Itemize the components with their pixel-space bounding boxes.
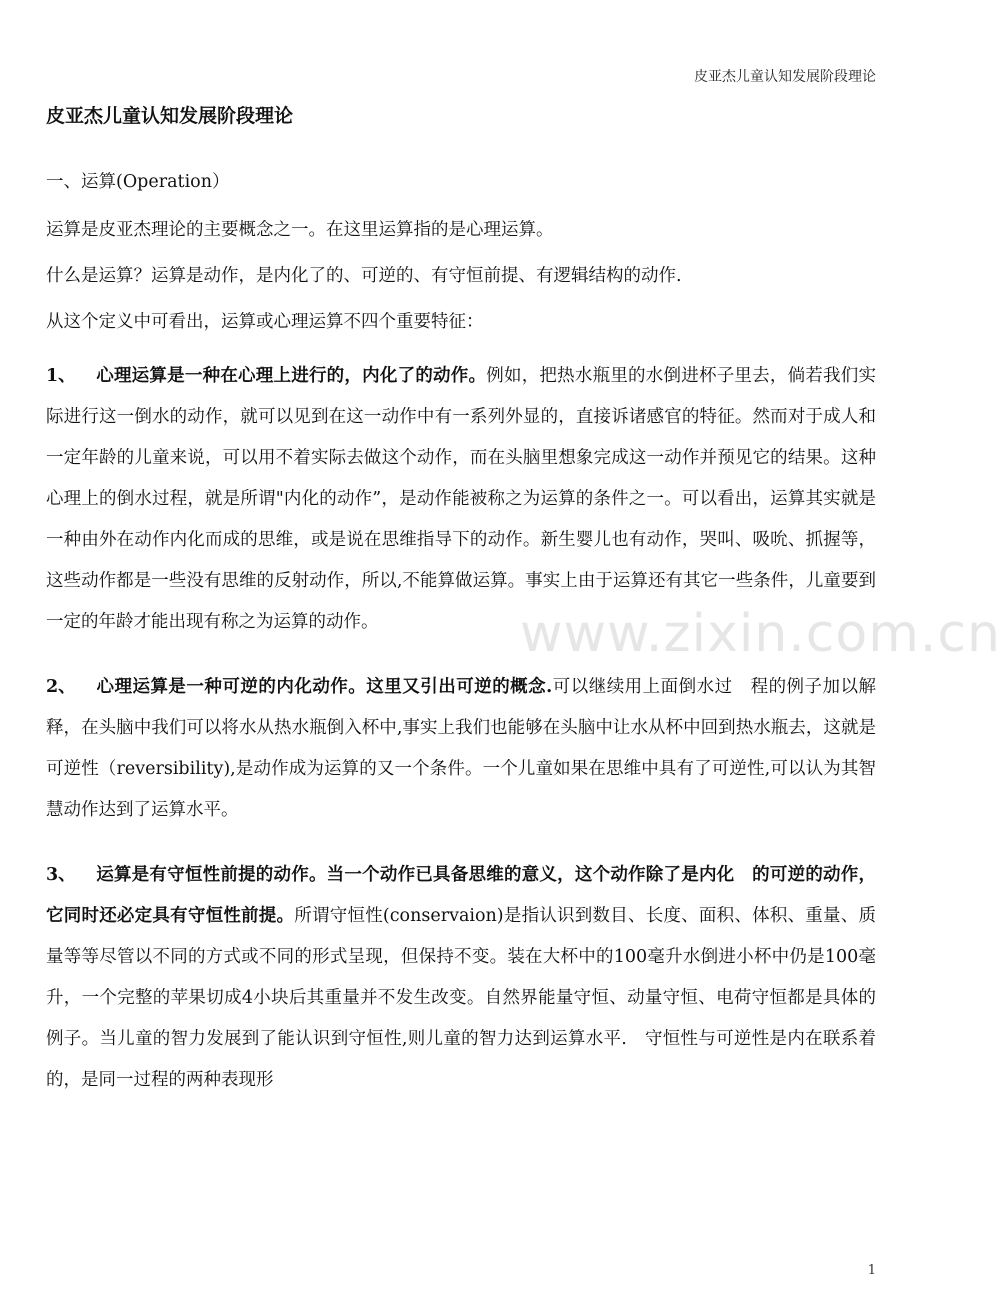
paragraph: 从这个定义中可看出，运算或心理运算不四个重要特征：	[46, 312, 484, 332]
list-item-bold: 运算是有守恒性前提的动作。当一个动作已具备思维的意义，这个动作除了是内化 的可逆的动作，它同时还必定具有守恒性前提。	[46, 865, 876, 926]
list-item	[46, 667, 876, 831]
watermark: www.zixin.com.cn	[520, 604, 1001, 664]
document-title: 皮亚杰儿童认知发展阶段理论	[46, 105, 294, 127]
list-item-number: 2、	[46, 677, 76, 697]
list-item-number: 1、	[46, 366, 76, 386]
paragraph: 运算是皮亚杰理论的主要概念之一。在这里运算指的是心理运算。	[46, 220, 554, 240]
section-heading: 一、运算(Operation）	[46, 172, 230, 192]
list-item-number: 3、	[46, 865, 76, 885]
running-header: 皮亚杰儿童认知发展阶段理论	[694, 69, 876, 85]
page-number: 1	[867, 1263, 876, 1278]
list-item	[46, 356, 876, 643]
list-item-text: 例如，把热水瓶里的水倒进杯子里去，倘若我们实际进行这一倒水的动作，就可以见到在这一动作中有一系列外显的，直接诉诸感官的特征。然而对于成人和一定年龄的儿童来说，可以用不着实际去做这个动作，而在头脑里想象完成这一动作并预见它的结果。这种心理上的倒水过程，就是所谓"内化的动作”，是动作能被称之为运算的条件之一。可以看出，运算其实就是一种由外在动作内化而成的思维，或是说在思维指导下的动作。新生婴儿也有动作，哭叫、吸吮、抓握等，这些动作都是一些没有思维的反射动作，所以,不能算做运算。事实上由于运算还有其它一些条件，儿童要到一定的年龄才能出现有称之为运算的动作。	[46, 366, 877, 632]
paragraph: 什么是运算？运算是动作，是内化了的、可逆的、有守恒前提、有逻辑结构的动作.	[46, 266, 682, 286]
list-item-text: 所谓守恒性(conservaion)是指认识到数目、长度、面积、体积、重量、质量等等尽管以不同的方式或不同的形式呈现，但保持不变。装在大杯中的100毫升水倒进小杯中仍是100毫升，一个完整的苹果切成4小块后其重量并不发生改变。自然界能量守恒、动量守恒、电荷守恒都是具体的例子。当儿童的智力发展到了能认识到守恒性,则儿童的智力达到运算水平. 守恒性与可逆性是内在联系着的，是同一过程的两种表现形	[46, 906, 877, 1090]
list-item-text: 可以继续用上面倒水过 程的例子加以解释，在头脑中我们可以将水从热水瓶倒入杯中,事实上我们也能够在头脑中让水从杯中回到热水瓶去，这就是可逆性（reversibility),是动作成为运算的又一个条件。一个儿童如果在思维中具有了可逆性,可以认为其智慧动作达到了运算水平。	[46, 677, 877, 820]
list-item-bold: 心理运算是一种可逆的内化动作。这里又引出可逆的概念.	[96, 677, 553, 697]
document-body	[46, 170, 876, 1125]
list-item	[46, 855, 876, 1101]
list-item-bold: 心理运算是一种在心理上进行的，内化了的动作。	[96, 366, 487, 386]
